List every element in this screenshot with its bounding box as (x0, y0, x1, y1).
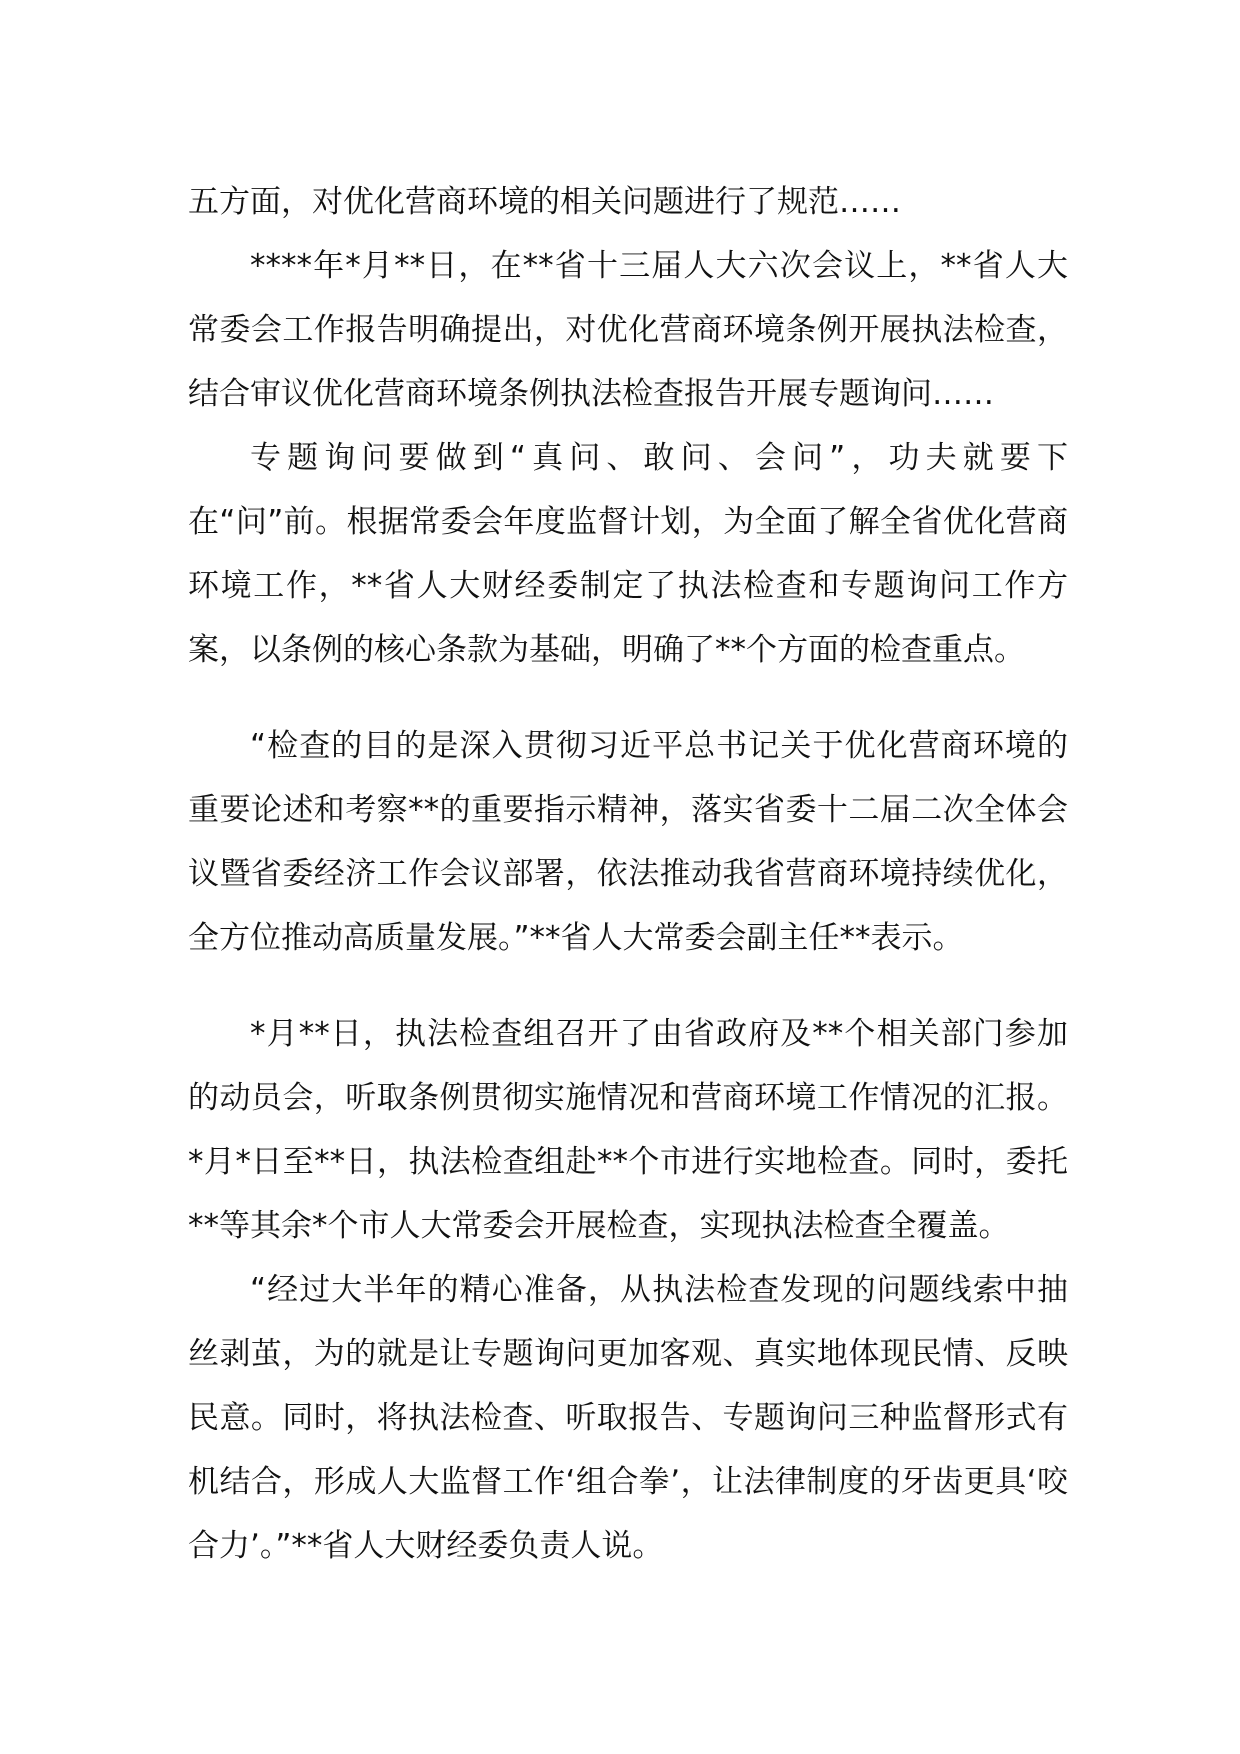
document-page (188, 170, 1068, 1578)
paragraph-report: ****年*月**日，在**省十三届人大六次会议上，**省人大常委会工作报告明确提出，对优化营商环境条例开展执法检查，结合审议优化营商环境条例执法检查报告开展专题询问…… (188, 248, 1068, 412)
paragraph-quote-committee: “经过大半年的精心准备，从执法检查发现的问题线索中抽丝剥茧，为的就是让专题询问更加客观、真实地体现民情、反映民意。同时，将执法检查、听取报告、专题询问三种监督形式有机结合，形成人大监督工作‘组合拳’，让法律制度的牙齿更具‘咬合力’。”**省人大财经委负责人说。 (188, 1272, 1068, 1564)
paragraph-quote-vice-chair: “检查的目的是深入贯彻习近平总书记关于优化营商环境的重要论述和考察**的重要指示精神，落实省委十二届二次全体会议暨省委经济工作会议部署，依法推动我省营商环境持续优化，全方位推动高质量发展。”**省人大常委会副主任**表示。 (188, 728, 1068, 956)
paragraph-inquiry-plan: 专题询问要做到“真问、敢问、会问”，功夫就要下在“问”前。根据常委会年度监督计划，为全面了解全省优化营商环境工作，**省人大财经委制定了执法检查和专题询问工作方案，以条例的核心条款为基础，明确了**个方面的检查重点。 (188, 440, 1068, 668)
paragraph-inspection-process: *月**日，执法检查组召开了由省政府及**个相关部门参加的动员会，听取条例贯彻实施情况和营商环境工作情况的汇报。*月*日至**日，执法检查组赴**个市进行实地检查。同时，委托**等其余*个市人大常委会开展检查，实现执法检查全覆盖。 (188, 1016, 1068, 1244)
paragraph-continuation: 五方面，对优化营商环境的相关问题进行了规范…… (188, 184, 901, 220)
